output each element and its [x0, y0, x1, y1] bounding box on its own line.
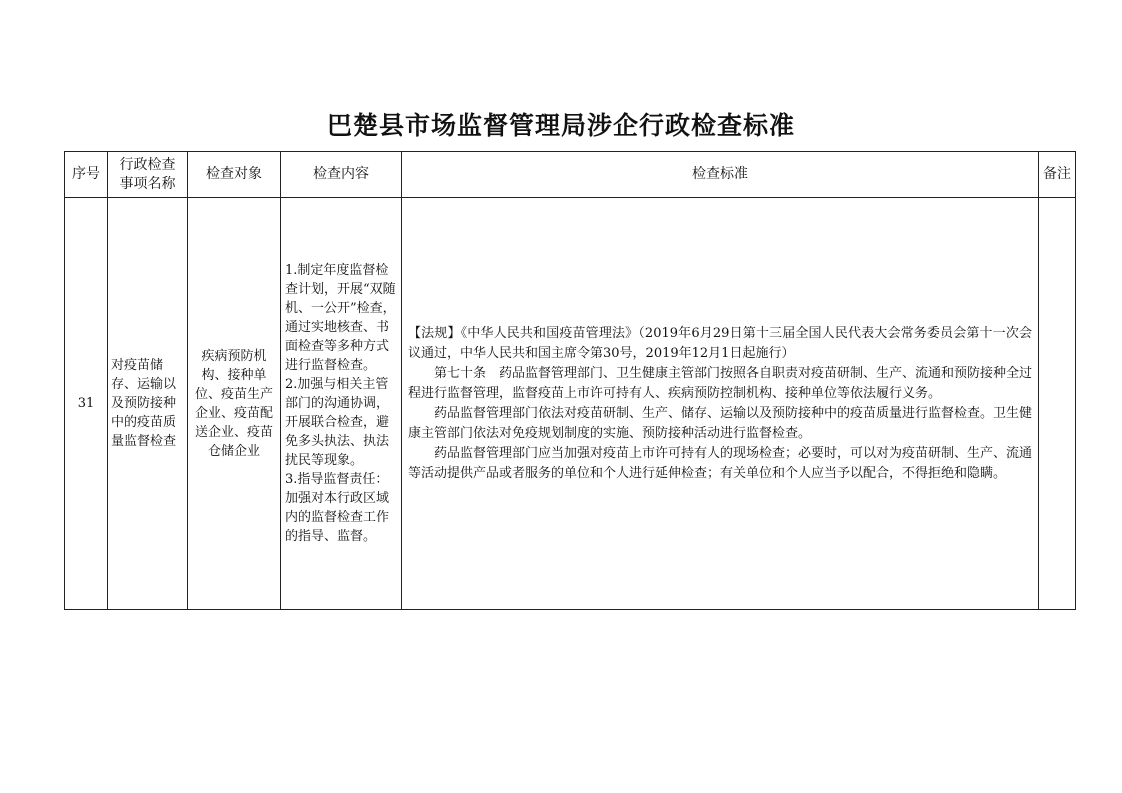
cell-standard — [402, 198, 1039, 610]
header-item-name-line1: 行政检查 — [119, 156, 176, 173]
content-point-3: 3.指导监督责任：加强对本行政区域内的监督检查工作的指导、监督。 — [285, 472, 390, 544]
content-point-2: 2.加强与相关主管部门的沟通协调，开展联合检查，避免多头执法、执法扰民等现象。 — [285, 377, 390, 468]
header-item-name — [108, 152, 188, 198]
table-header-row — [65, 152, 1076, 198]
cell-item-name: 对疫苗储存、运输以及预防接种中的疫苗质量监督检查 — [108, 198, 188, 610]
standard-paragraph-3: 药品监督管理部门应当加强对疫苗上市许可持有人的现场检查；必要时，可以对为疫苗研制、生产、流通等活动提供产品或者服务的单位和个人进行延伸检查；有关单位和个人应当予以配合，不得拒绝和隐瞒。 — [408, 445, 1033, 481]
content-point-1: 1.制定年度监督检查计划，开展“双随机、一公开”检查，通过实地核查、书面检查等多种方式进行监督检查。 — [285, 263, 396, 373]
cell-content — [281, 198, 402, 610]
page-title: 巴楚县市场监督管理局涉企行政检查标准 — [326, 111, 795, 140]
header-content: 检查内容 — [281, 152, 402, 198]
standard-paragraph-2: 药品监督管理部门依法对疫苗研制、生产、储存、运输以及预防接种中的疫苗质量进行监督检查。卫生健康主管部门依法对免疫规划制度的实施、预防接种活动进行监督检查。 — [408, 405, 1033, 441]
header-no: 序号 — [65, 152, 108, 198]
header-item-name-line2: 事项名称 — [119, 175, 176, 192]
standard-article-70: 第七十条 药品监督管理部门、卫生健康主管部门按照各自职责对疫苗研制、生产、流通和预防接种全过程进行监督管理，监督疫苗上市许可持有人、疾病预防控制机构、接种单位等依法履行义务。 — [408, 365, 1033, 401]
inspection-standard-table — [64, 151, 1076, 610]
cell-no: 31 — [65, 198, 108, 610]
header-standard: 检查标准 — [402, 152, 1039, 198]
header-object: 检查对象 — [188, 152, 281, 198]
cell-remark — [1039, 198, 1076, 610]
header-remark: 备注 — [1039, 152, 1076, 198]
cell-object: 疾病预防机构、接种单位、疫苗生产企业、疫苗配送企业、疫苗仓储企业 — [188, 198, 281, 610]
table-row — [65, 198, 1076, 610]
standard-regulation: 【法规】《中华人民共和国疫苗管理法》（2019年6月29日第十三届全国人民代表大会常务委员会第十一次会议通过，中华人民共和国主席令第30号，2019年12月1日起施行） — [408, 325, 1032, 361]
